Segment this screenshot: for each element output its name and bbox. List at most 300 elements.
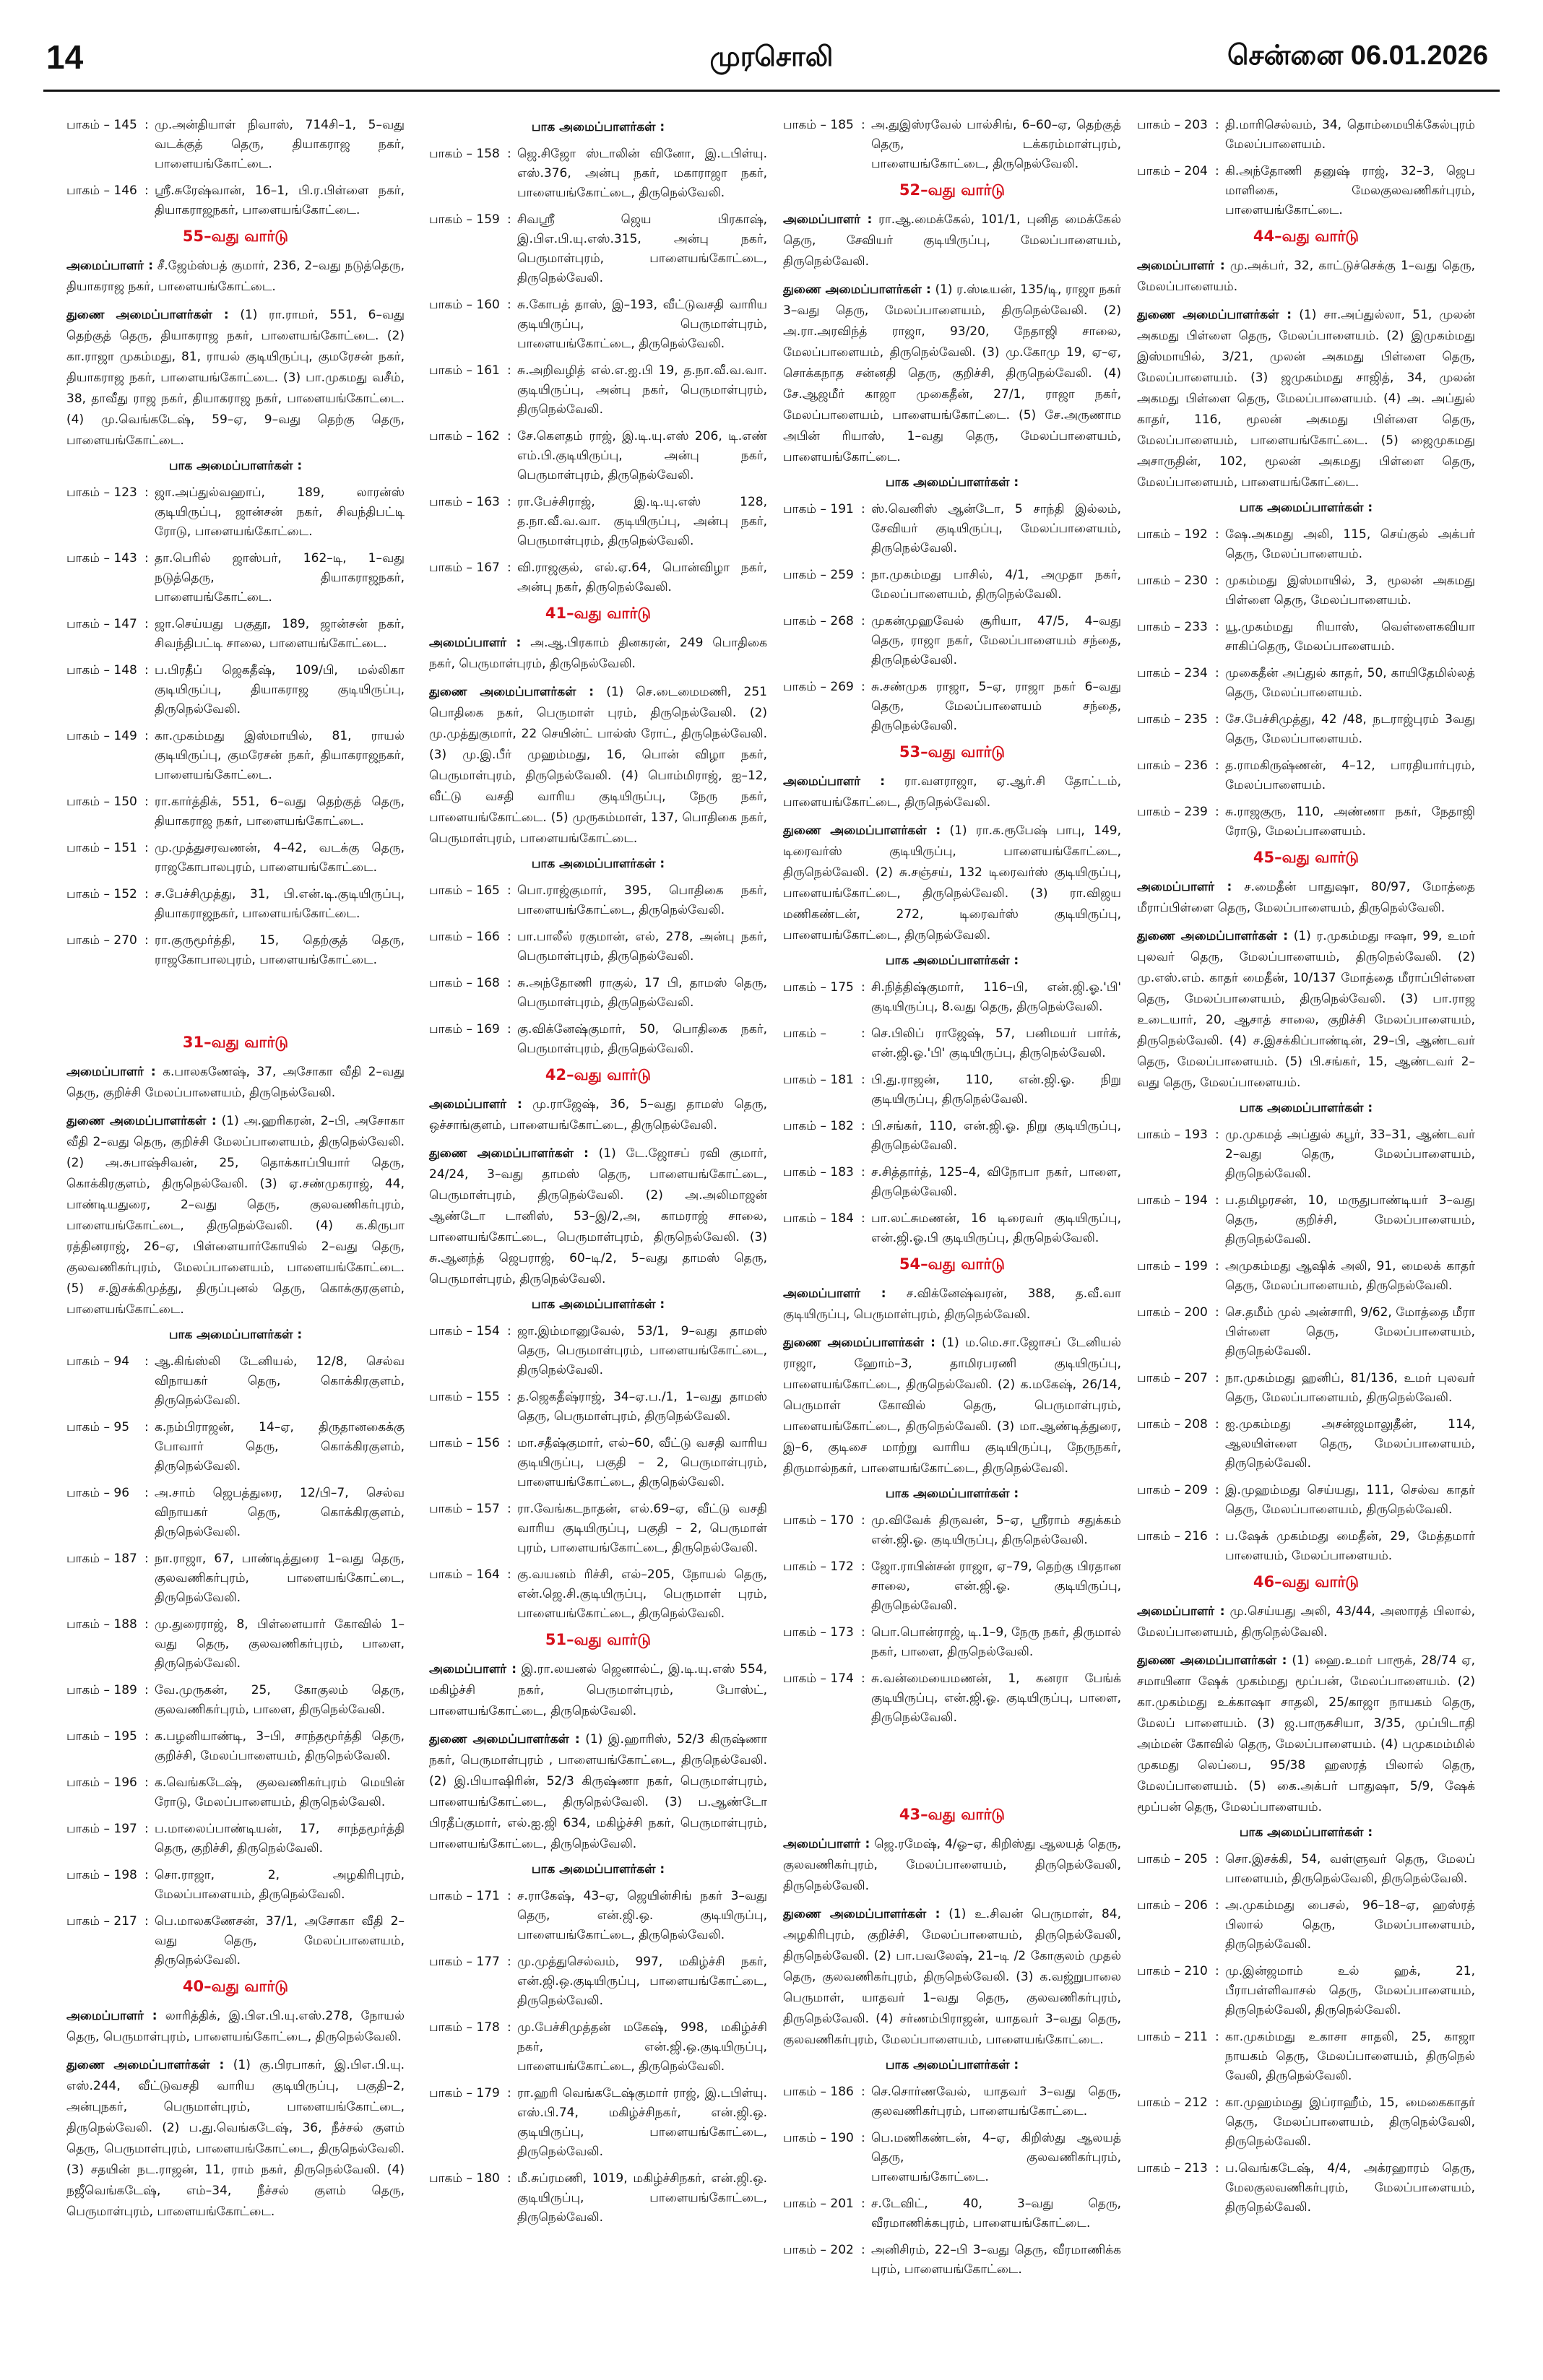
organizer-paragraph [429, 1094, 767, 1136]
booth-organizer-address: செ.சொர்ணவேல், யாதவர் 3–வது தெரு, குலவணிகர்புரம், பாளையங்கோட்டை. [871, 2085, 1121, 2119]
organizer-paragraph [783, 821, 1121, 946]
separator-colon: : [1215, 758, 1219, 773]
separator-colon: : [861, 2085, 865, 2099]
organizer-paragraph [66, 1062, 405, 1104]
booth-organizer-address: ரா.கார்த்திக், 551, 6–வது தெற்குத் தெரு, தியாகராஜ நகர், பாளையங்கோட்டை. [155, 795, 405, 828]
organizer-details: ஜெ.ரமேஷ், 4/ஓ–ஏ, கிறிஸ்து ஆலயத் தெரு, குலவணிகர்புரம், மேலப்பாளையம், திருநெல்வேலி, திருநெல்வேலி. [783, 1837, 1121, 1893]
booth-entry [1137, 571, 1475, 610]
separator-colon: : [144, 663, 149, 678]
column-2 [429, 116, 767, 2235]
booth-organizer-address: சே.கௌதம் ராஜ், இ.டி.யு.எஸ் 206, டி.எண் எம்.பி.குடியிருப்பு, அன்பு நகர், பெருமாள்புரம், திருநெல்வேலி. [517, 429, 767, 483]
booth-organizer-address: க.பழனியாண்டி, 3–பி, சாந்தமூர்த்தி தெரு, குறிச்சி, மேலப்பாளையம், திருநெல்வேலி. [155, 1729, 405, 1763]
organizer-paragraph [1137, 1650, 1475, 1818]
booth-number: பாகம் – 194 [1137, 1193, 1208, 1208]
separator-colon: : [1215, 1193, 1219, 1208]
separator-colon: : [1215, 2030, 1219, 2044]
separator-colon: : [507, 1955, 511, 1969]
booth-organizer-address: சிவஸ்ரீ ஜெய பிரகாஷ், இ.பிஎ.பி.யு.எஸ்.315, அன்பு நகர், பெருமாள்புரம், பாளையங்கோட்டை, திருநெல்வேலி. [517, 212, 767, 285]
booth-entry [66, 1727, 405, 1766]
separator-colon: : [144, 1552, 149, 1566]
booth-number: பாகம் – 161 [429, 363, 500, 378]
booth-entry [66, 1681, 405, 1720]
booth-number: பாகம் – 180 [429, 2171, 500, 2186]
booth-entry [429, 2018, 767, 2077]
booth-number: பாகம் – 185 [783, 118, 854, 132]
organizer-details: (1) ரா.ராமர், 551, 6–வது தெற்குத் தெரு, தியாகராஜ நகர், பாளையங்கோட்டை. (2) கா.ராஜா முகம்மது, 81, ராயல் குடியிருப்பு, குமரேசன் நகர், தியாகராஜ நகர், பாளையங்கோட்டை. (3) பா.முகமது வசீம், 38, தாவீது ராஜ நகர், தியாகராஜ நகர், பாளையங்கோட்டை. (4) மு.வெங்கடேஷ், 59–ஏ, 9–வது தெற்கு தெரு, பாளையங்கோட்டை. [66, 308, 405, 448]
role-label: அமைப்பாளர் : [429, 1097, 522, 1112]
booth-organizer-address: சு.அந்தோணி ராகுல், 17 பி, தாமஸ் தெரு, பெருமாள்புரம், திருநெல்வேலி. [517, 976, 767, 1010]
ward-heading: 44–வது வார்டு [1253, 228, 1360, 245]
organizer-details: (1) ஹை.உமர் பாரூக், 28/74 ஏ, சமாயினா ஷேக் முகம்மது மூப்பன், மேலப்பாளையம். (2) கா.முகம்மது உக்காஷா சாதலி, 25/காஜா நாயகம் தெரு, மேலப் பாளையம். (3) ஜ.பாருகசியா, 3/35, முப்பிடாதி அம்மன் கோவில் தெரு, மேலப்பாளையம். (4) பமுகமம்மில் முகமது லெப்பை, 95/38 ஹஸரத் பிலால் தெரு, மேலப்பாளையம். (5) கை.அக்பர் பாதுஷா, 5/9, ஷேக் மூப்பன் தெரு, மேலப்பாளையம். [1137, 1653, 1475, 1814]
booth-organizer-address: ஐ.முகம்மது அசன்ஜமாலுதீன், 114, ஆலயிள்ளை தெரு, மேலப்பாளையம், திருநெல்வேலி. [1225, 1417, 1475, 1471]
booth-organizer-address: நா.முகம்மது ஹனிப், 81/136, உமர் புலவர் தெரு, மேலப்பாளையம், திருநெல்வேலி. [1225, 1371, 1475, 1405]
booth-number: பாகம் – 156 [429, 1436, 500, 1450]
booth-organizer-address: வி.ராஜகுல், எல்.ஏ.64, பொன்விழா நகர், அன்பு நகர், திருநெல்வேலி. [517, 561, 767, 594]
booth-organizer-address: பா.பாலீல் ரகுமான், எல், 278, அன்பு நகர், பெருமாள்புரம், திருநெல்வேலி. [517, 930, 767, 964]
booth-entry [66, 1352, 405, 1411]
booth-number: பாகம் – 170 [783, 1513, 854, 1528]
booth-organizer-address: மு.முத்துசெல்வம், 997, மகிழ்ச்சி நகர், என்.ஜி.ஒ.குடியிருப்பு, பாளையங்கோட்டை, திருநெல்வேலி. [517, 1955, 767, 2008]
separator-colon: : [144, 1775, 149, 1790]
booth-number: பாகம் – 199 [1137, 1259, 1208, 1273]
organizer-details: (1) உ.சிவன் பெருமாள், 84, அழகிரிபுரம், குறிச்சி, மேலப்பாளையம், திருநெல்வேலி, திருநெல்வேலி. (2) பா.பவலேஷ், 21–டி /2 கோகுலம் முதல் தெரு, குலவணிகர்புரம், திருநெல்வேலி. (3) க.வஜ்றுபாலை பெருமாள், யாதவர் 1–வது தெரு, குலவணிகர்புரம், திருநெல்வேலி. (4) சர்ணம்பிராஜன், யாதவர் 3–வது தெரு, குலவணிகர்புரம், மேலப்பாளையம், பாளையங்கோட்டை. [783, 1907, 1121, 2047]
separator-colon: : [144, 933, 149, 948]
organizer-paragraph [1137, 926, 1475, 1094]
organizer-paragraph [429, 1143, 767, 1290]
separator-colon: : [507, 1022, 511, 1037]
booth-entry [783, 1511, 1121, 1550]
organizer-details: (1) சா.அப்துல்லா, 51, முலன் அகமது பிள்ளை தெரு, மேலப்பாளையம். (2) இமுகம்மது இஸ்மாயில், 3/21, முலன் அகமது பிள்ளை தெரு, மேலப்பாளையம். (3) ஜமுகம்மது சாஜித், 34, முலன் அகமது பிள்ளை தெரு, மேலப்பாளையம். (4) அ. அப்துல் காதர், 116, மூலன் அகமது பிள்ளை தெரு, மேலப்பாளையம், பாளையங்கோட்டை. (5) ஜைமுகமது அசாருதின், 102, மூலன் அகமது பிள்ளை தெரு, மேலப்பாளையம், பாளையங்கோட்டை. [1137, 308, 1475, 490]
separator-colon: : [507, 883, 511, 898]
booth-entry [783, 1669, 1121, 1728]
masthead [0, 0, 1543, 108]
booth-organizer-address: பா.லட்சுமணன், 16 டிரைவர் குடியிருப்பு, என்.ஜி.ஓ.பி குடியிருப்பு, திருநெல்வேலி. [871, 1211, 1121, 1245]
booth-entry [429, 1887, 767, 1945]
booth-organizer-address: பெ.மணிகண்டன், 4–ஏ, கிறிஸ்து ஆலயத் தெரு, குலவணிகர்புரம், பாளையங்கோட்டை. [871, 2131, 1121, 2184]
separator-colon: : [1215, 2161, 1219, 2176]
booth-organizer-address: ஆ.கிங்ஸ்லி டேனியல், 12/8, செல்வ விநாயகர் தெரு, கொக்கிரகுளம், திருநெல்வேலி. [155, 1354, 405, 1408]
booth-entry [66, 1773, 405, 1812]
separator-colon: : [1215, 164, 1219, 178]
booth-organizer-address: ஸ்ரீ.சுரேஷ்வான், 16–1, பி.ர.பிள்ளை நகர், தியாகராஜநகர், பாளையங்கோட்டை. [155, 183, 405, 217]
separator-colon: : [507, 930, 511, 944]
booth-organizer-address: ஜா.செய்யது பகுதூ, 189, ஜான்சன் நகர், சிவந்திபட்டி சாலை, பாளையங்கோட்டை. [155, 617, 405, 651]
separator-colon: : [144, 1822, 149, 1836]
booth-number: பாகம் – 174 [783, 1671, 854, 1686]
separator-colon: : [144, 485, 149, 500]
booth-number: பாகம் – 270 [66, 933, 137, 948]
separator-colon: : [507, 212, 511, 227]
booth-entry [783, 978, 1121, 1017]
section-subheading: பாக அமைப்பாளர்கள் : [885, 2058, 1019, 2072]
ward-heading: 40–வது வார்டு [182, 1978, 289, 1995]
separator-colon: : [1215, 118, 1219, 132]
booth-organizer-address: முகன்முஹவேல் சூரியா, 47/5, 4–வது தெரு, ராஜா நகர், மேலப்பாளையம் சந்தை, திருநெல்வேலி. [871, 614, 1121, 667]
separator-colon: : [861, 1119, 865, 1133]
booth-number: பாகம் – 155 [429, 1390, 500, 1404]
booth-number: பாகம் – 164 [429, 1567, 500, 1582]
section-subheading: பாக அமைப்பாளர்கள் : [531, 120, 665, 134]
booth-entry [66, 181, 405, 220]
booth-organizer-address: ஜெ.சிஜோ ஸ்டாலின் வினோ, இ.டபிள்யு. எஸ்.376, அன்பு நகர், மகாராஜா நகர், பாளையங்கோட்டை, திருநெல்வேலி. [517, 147, 767, 200]
booth-entry [429, 558, 767, 597]
booth-organizer-address: கு.வயனம் ரிச்சி, எல்–205, நோயல் தெரு, என்.ஜெ.சி.குடியிருப்பு, பெருமாள் புரம், பாளையங்கோட்டை, திருநெல்வேலி. [517, 1567, 767, 1621]
separator-colon: : [1215, 1852, 1219, 1866]
booth-number: பாகம் – 217 [66, 1914, 137, 1929]
booth-number: பாகம் – 196 [66, 1775, 137, 1790]
booth-entry [66, 1418, 405, 1476]
booth-number: பாகம் – 206 [1137, 1898, 1208, 1913]
role-label: துணை அமைப்பாளர்கள் : [66, 1114, 217, 1128]
role-label: துணை அமைப்பாளர்கள் : [1137, 308, 1292, 322]
role-label: துணை அமைப்பாளர்கள் : [66, 2058, 225, 2072]
booth-number: பாகம் – 145 [66, 118, 137, 132]
organizer-paragraph [1137, 305, 1475, 493]
booth-entry [66, 1484, 405, 1542]
separator-colon: : [144, 729, 149, 743]
booth-organizer-address: நா.முகம்மது பாசில், 4/1, அமுதா நகர், மேலப்பாளையம், திருநெல்வேலி. [871, 568, 1121, 602]
booth-entry [1137, 802, 1475, 841]
booth-number: பாகம் – 175 [783, 980, 854, 995]
booth-entry [429, 1388, 767, 1427]
booth-number: பாகம் – 211 [1137, 2030, 1208, 2044]
booth-number: பாகம் – 230 [1137, 574, 1208, 588]
booth-entry [66, 1866, 405, 1905]
organizer-paragraph [1137, 877, 1475, 919]
booth-entry [1137, 1257, 1475, 1296]
booth-number: பாகம் – 157 [429, 1502, 500, 1516]
section-subheading: பாக அமைப்பாளர்கள் : [531, 1862, 665, 1877]
role-label: துணை அமைப்பாளர்கள் : [1137, 1653, 1287, 1668]
separator-colon: : [861, 1165, 865, 1180]
booth-organizer-address: ஜா.இம்மானுவேல், 53/1, 9–வது தாமஸ் தெரு, பெருமாள்புரம், பாளையங்கோட்டை, திருநெல்வேலி. [517, 1324, 767, 1377]
booth-entry [66, 549, 405, 607]
booth-organizer-address: செ.பிலிப் ராஜேஷ், 57, பனிமயர் பார்க், என்.ஜி.ஓ.'பி' குடியிருப்பு, திருநெல்வேலி. [871, 1026, 1121, 1060]
booth-number: பாகம் – 165 [429, 883, 500, 898]
separator-colon: : [507, 2171, 511, 2186]
separator-colon: : [861, 1211, 865, 1226]
booth-number: பாகம் – 209 [1137, 1483, 1208, 1497]
booth-organizer-address: ச.சித்தார்த், 125–4, விநோபா நகர், பாளை, திருநெல்வேலி. [871, 1165, 1121, 1199]
booth-entry [66, 839, 405, 878]
role-label: அமைப்பாளர் : [1137, 259, 1225, 273]
booth-number: பாகம் – 202 [783, 2243, 854, 2257]
booth-organizer-address: செ.தமீம் முல் அன்சாரி, 9/62, மோத்தை மீரா பிள்ளை தெரு, மேலப்பாளையம், திருநெல்வேலி. [1225, 1305, 1475, 1359]
booth-organizer-address: வே.முருகன், 25, கோகுலம் தெரு, குலவணிகர்புரம், பாளை, திருநெல்வேலி. [155, 1683, 405, 1717]
separator-colon: : [507, 1567, 511, 1582]
separator-colon: : [861, 680, 865, 694]
role-label: அமைப்பாளர் : [783, 212, 873, 227]
separator-colon: : [861, 502, 865, 516]
booth-number: பாகம் – 210 [1137, 1964, 1208, 1978]
booth-organizer-address: பொ.பொன்ராஜ், டி.1–9, நேரு நகர், திருமால் நகர், பாளை, திருநெல்வேலி. [871, 1625, 1121, 1659]
booth-organizer-address: த.ராமகிருஷ்ணன், 4–12, பாரதியார்புரம், மேலப்பாளையம். [1225, 758, 1475, 792]
booth-number: பாகம் – 186 [783, 2085, 854, 2099]
separator-colon: : [861, 2197, 865, 2211]
booth-number: பாகம் – 147 [66, 617, 137, 631]
organizer-paragraph [429, 682, 767, 849]
booth-entry [429, 2084, 767, 2162]
separator-colon: : [861, 118, 865, 132]
booth-organizer-address: மு.இன்ஜமாம் உல் ஹக், 21, பீராபள்ளிவாசல் தெரு, மேலப்பாளையம், திருநெல்வேலி, திருநெல்வேலி. [1225, 1964, 1475, 2017]
organizer-details: (1) செ.டைமைமணி, 251 பொதிகை நகர், பெருமாள் புரம், திருநெல்வேலி. (2) மு.முத்துகுமார், 22 செயின்ட் பால்ஸ் ரோட், திருநெல்வேலி. (3) மு.இ.பீர் முஹம்மது, 16, பொன் விழா நகர், பெருமாள்புரம், திருநெல்வேலி. (4) பொம்மிராஜ், ஐ–12, வீட்டு வசதி வாரிய குடியிருப்பு, நேரு நகர், பாளையங்கோட்டை. (5) முருகம்மாள், 137, பொதிகை நகர், பெருமாள்புரம், பாளையங்கோட்டை. [429, 685, 767, 846]
booth-number: பாகம் – 173 [783, 1625, 854, 1640]
separator-colon: : [861, 1671, 865, 1686]
separator-colon: : [507, 363, 511, 378]
booth-number: பாகம் – 178 [429, 2020, 500, 2035]
booth-entry [429, 361, 767, 420]
booth-number: பாகம் – 192 [1137, 527, 1208, 542]
booth-organizer-address: பி.சங்கர், 110, என்.ஜி.ஓ. நிறு குடியிருப்பு, திருநெல்வேலி. [871, 1119, 1121, 1153]
booth-organizer-address: ச.டேவிட், 40, 3–வது தெரு, வீரமாணிக்கபுரம், பாளையங்கோட்டை. [871, 2197, 1121, 2230]
booth-entry [66, 885, 405, 924]
role-label: அமைப்பாளர் : [429, 1662, 517, 1676]
ward-heading: 53–வது வார்டு [899, 743, 1006, 761]
booth-organizer-address: நா.ராஜா, 67, பாண்டித்துரை 1–வது தெரு, குலவணிகர்புரம், பாளையங்கோட்டை, திருநெல்வேலி. [155, 1552, 405, 1605]
booth-entry [1137, 664, 1475, 703]
separator-colon: : [861, 1559, 865, 1574]
booth-entry [1137, 2093, 1475, 2152]
page-number: 14 [46, 38, 84, 76]
booth-organizer-address: அ.துஇஸ்ரவேல் பால்சிங், 6–60–ஏ, தெற்குத் தெரு, டக்கரம்மாள்புரம், பாளையங்கோட்டை, திருநெல்வேலி. [871, 118, 1121, 171]
booth-entry [1137, 756, 1475, 795]
booth-entry [783, 1070, 1121, 1109]
separator-colon: : [507, 1502, 511, 1516]
booth-entry [783, 1209, 1121, 1248]
role-label: அமைப்பாளர் : [429, 636, 522, 650]
booth-entry [66, 661, 405, 719]
separator-colon: : [861, 1513, 865, 1528]
booth-number: பாகம் – 95 [66, 1420, 130, 1435]
organizer-paragraph [783, 771, 1121, 813]
booth-organizer-address: ரா.வேங்கடநாதன், எல்.69–ஏ, வீட்டு வசதி வாரிய குடியிருப்பு, பகுதி – 2, பெருமாள் புரம், பாளையங்கோட்டை, திருநெல்வேலி. [517, 1502, 767, 1555]
separator-colon: : [861, 1073, 865, 1087]
booth-number: பாகம் – 198 [66, 1868, 137, 1882]
booth-number: பாகம் – 172 [783, 1559, 854, 1574]
booth-entry [783, 2194, 1121, 2233]
booth-entry [1137, 162, 1475, 220]
organizer-details: (1) டே.ஜோசப் ரவி குமார், 24/24, 3–வது தாமஸ் தெரு, பாளையங்கோட்டை, பெருமாள்புரம், திருநெல்வேலி. (2) அ.அலிமாஜன் ஆண்டோ டானிஸ், 53–இ/2,அ, காமராஜ் சாலை, பாளையங்கோட்டை, பெருமாள்புரம், திருநெல்வேலி. (3) சு.ஆனந்த் ஜெபராஜ், 60–டி/2, 5–வது தாமஸ் தெரு, பெருமாள்புரம், திருநெல்வேலி. [429, 1146, 767, 1286]
booth-organizer-address: சொ.இசக்கி, 54, வள்ளுவர் தெரு, மேலப் பாளையம், திருநெல்வேலி, திருநெல்வேலி. [1225, 1852, 1475, 1886]
separator-colon: : [144, 1914, 149, 1929]
booth-organizer-address: பெ.மாலகணேசன், 37/1, அசோகா வீதி 2–வது தெரு, மேலப்பாளையம், திருநெல்வேலி. [155, 1914, 405, 1968]
ward-heading: 54–வது வார்டு [899, 1255, 1006, 1273]
booth-organizer-address: சு.வன்மையைமணன், 1, கனரா பேங்க் குடியிருப்பு, என்.ஜி.ஓ. குடியிருப்பு, பாளை, திருநெல்வேலி. [871, 1671, 1121, 1725]
booth-entry [66, 792, 405, 831]
booth-entry [429, 1952, 767, 2011]
booth-number: பாகம் – 168 [429, 976, 500, 990]
booth-entry [1137, 1415, 1475, 1474]
role-label: துணை அமைப்பாளர்கள் : [429, 1732, 580, 1747]
booth-entry [1137, 1896, 1475, 1955]
booth-number: பாகம் – 163 [429, 495, 500, 509]
booth-number: பாகம் – 208 [1137, 1417, 1208, 1432]
booth-number: பாகம் – 96 [66, 1486, 130, 1500]
booth-organizer-address: ச.பேச்சிமுத்து, 31, பி.என்.டி.குடியிருப்பு, தியாகராஜநகர், பாளையங்கோட்டை. [155, 887, 405, 921]
booth-entry [429, 1500, 767, 1558]
booth-organizer-address: பொ.ராஜ்குமார், 395, பொதிகை நகர், பாளையங்கோட்டை, திருநெல்வேலி. [517, 883, 767, 917]
booth-number: பாகம் – 123 [66, 485, 137, 500]
booth-organizer-address: ஸ்.வெனிஸ் ஆன்டோ, 5 சாந்தி இல்லம், சேவியர் குடியிருப்பு, மேலப்பாளையம், திருநெல்வேலி. [871, 502, 1121, 555]
column-gap [783, 1735, 1121, 1800]
separator-colon: : [507, 1324, 511, 1338]
booth-organizer-address: மு.பேச்சிமுத்தன் மகேஷ், 998, மகிழ்ச்சி நகர், என்.ஜி.ஒ.குடியிருப்பு, பாளையங்கோட்டை, திருநெல்வேலி. [517, 2020, 767, 2074]
booth-number: பாகம் – 234 [1137, 666, 1208, 680]
role-label: அமைப்பாளர் : [783, 774, 886, 789]
separator-colon: : [1215, 1371, 1219, 1385]
booth-number: பாகம் – 187 [66, 1552, 137, 1566]
booth-number: பாகம் – 233 [1137, 620, 1208, 634]
booth-organizer-address: ரா.குருமூர்த்தி, 15, தெற்குத் தெரு, ராஜகோபாலபுரம், பாளையங்கோட்டை. [155, 933, 405, 967]
booth-number: பாகம் – 197 [66, 1822, 137, 1836]
booth-organizer-address: அமுகம்மது ஆஷிக் அலி, 91, மைலக் காதர் தெரு, மேலப்பாளையம், திருநெல்வேலி. [1225, 1259, 1475, 1293]
booth-entry [66, 1912, 405, 1970]
booth-number: பாகம் – 213 [1137, 2161, 1208, 2176]
booth-number: பாகம் – 236 [1137, 758, 1208, 773]
booth-entry [783, 1117, 1121, 1156]
separator-colon: : [1215, 527, 1219, 542]
role-label: அமைப்பாளர் : [1137, 1604, 1225, 1619]
role-label: துணை அமைப்பாளர்கள் : [429, 685, 595, 699]
separator-colon: : [861, 614, 865, 628]
organizer-details: ரா.வளராஜா, ஏ.ஆர்.சி தோட்டம், பாளையங்கோட்டை, திருநெல்வேலி. [783, 774, 1121, 810]
separator-colon: : [1215, 1259, 1219, 1273]
separator-colon: : [1215, 1483, 1219, 1497]
booth-entry [783, 612, 1121, 670]
separator-colon: : [1215, 1898, 1219, 1913]
booth-organizer-address: ப.வெங்கடேஷ், 4/4, அக்ரஹாரம் தெரு, மேலகுலவணிகர்புரம், மேலப்பாளையம், திருநெல்வேலி. [1225, 2161, 1475, 2215]
column-1 [66, 116, 405, 2230]
booth-number: பாகம் – 207 [1137, 1371, 1208, 1385]
organizer-details: ச.விக்னேஷ்வரன், 388, த.வீ.வா குடியிருப்பு, பெருமாள்புரம், திருநெல்வேலி. [783, 1286, 1121, 1322]
booth-number: பாகம் – 160 [429, 298, 500, 312]
booth-number: பாகம் – 190 [783, 2131, 854, 2145]
separator-colon: : [1215, 2095, 1219, 2110]
organizer-details: லாரித்திக், இ.பிஎ.பி.யு.எஸ்.278, நோயல் தெரு, பெருமாள்புரம், பாளையங்கோட்டை, திருநெல்வேலி. [66, 2009, 405, 2044]
booth-number: பாகம் – 239 [1137, 805, 1208, 819]
booth-number: பாகம் – 259 [783, 568, 854, 582]
separator-colon: : [861, 2131, 865, 2145]
booth-entry [783, 2241, 1121, 2280]
booth-entry [429, 1434, 767, 1492]
booth-number: பாகம் – 151 [66, 841, 137, 855]
booth-organizer-address: மு.துரைராஜ், 8, பிள்ளையார் கோவில் 1–வது தெரு, குலவணிகர்புரம், பாளை, திருநெல்வேலி. [155, 1617, 405, 1671]
booth-organizer-address: ச.ராகேஷ், 43–ஏ, ஜெயின்சிங் நகர் 3–வது தெரு, என்.ஜி.ஒ. குடியிருப்பு, பாளையங்கோட்டை, திருநெல்வேலி. [517, 1889, 767, 1942]
separator-colon: : [861, 1625, 865, 1640]
organizer-details: ச.மைதீன் பாதுஷா, 80/97, மோத்தை மீராப்பிள்ளை தெரு, மேலப்பாளையம், திருநெல்வேலி. [1137, 880, 1475, 915]
booth-organizer-address: சு.அறிவழித் எல்.எ.ஐ.பி 19, த.நா.வீ.வ.வா. குடியிருப்பு, அன்பு நகர், பெருமாள்புரம், திருநெல்வேலி. [517, 363, 767, 417]
booth-number: பாகம் – 182 [783, 1119, 854, 1133]
ward-heading: 55–வது வார்டு [182, 228, 289, 245]
booth-organizer-address: மு.அன்தியாள் நிவாஸ், 714சி–1, 5–வது வடக்குத் தெரு, தியாகராஜ நகர், பாளையங்கோட்டை. [155, 118, 405, 171]
organizer-details: (1) ர.ஸ்டீயன், 135/டி, ராஜா நகர் 3–வது தெரு, மேலப்பாளையம், திருநெல்வேலி. (2) அ.ரா.அரவிந்த் ராஜா, 93/20, நேதாஜி சாலை, மேலப்பாளையம், திருநெல்வேலி. (3) மு.கோமு 19, ஏ–ஏ, சொக்கநாத சன்னதி தெரு, குறிச்சி, திருநெல்வேலி. (4) சே.ஆஜமீர் காஜா முகைதீன், 27/1, ராஜா நகர், மேலப்பாளையம், பாளையங்கோட்டை. (5) சே.அருணாம அபின் ரியாஸ், 1–வது தெரு, மேலப்பாளையம், பாளையங்கோட்டை. [783, 282, 1121, 464]
booth-organizer-address: அ.சாம் ஜெபத்துரை, 12/பி–7, செல்வ விநாயகர் தெரு, கொக்கிரகுளம், திருநெல்வேலி. [155, 1486, 405, 1539]
separator-colon: : [144, 1486, 149, 1500]
dateline: சென்னை 06.01.2026 [1227, 40, 1488, 71]
booth-entry [1137, 1191, 1475, 1250]
separator-colon: : [144, 183, 149, 198]
column-gap [66, 977, 405, 1028]
booth-entry [1137, 710, 1475, 749]
organizer-details: (1) அ.ஹரிகரன், 2–பி, அசோகா வீதி 2–வது தெரு, குறிச்சி மேலப்பாளையம், திருநெல்வேலி. (2) அ.சுபாஷ்சிவன், 25, தொக்காப்பியார் தெரு, கொக்கிரகுளம், திருநெல்வேலி. (3) ஏ.சண்முகராஜ், 44, பாண்டியதுரை, 2–வது தெரு, குலவணிகர்புரம், பாளையங்கோட்டை, திருநெல்வேலி. (4) க.கிருபா ரத்தினராஜ், 26–ஏ, பிள்ளையார்கோயில் 2–வது தெரு, குலவணிகர்புரம், மேலப்பாளையம், பாளையங்கோட்டை. (5) ச.இசக்கிமுத்து, திருப்புனல் தெரு, கொக்குரகுளம், பாளையங்கோட்டை. [66, 1114, 405, 1317]
organizer-paragraph [783, 1284, 1121, 1325]
ward-heading: 41–வது வார்டு [545, 605, 652, 622]
separator-colon: : [144, 887, 149, 901]
booth-organizer-address: மா.சதீஷ்குமார், எல்–60, வீட்டு வசதி வாரிய குடியிருப்பு, பகுதி – 2, பெருமாள்புரம், பாளையங்கோட்டை, திருநெல்வேலி. [517, 1436, 767, 1489]
header-rule [43, 90, 1500, 92]
booth-entry [66, 615, 405, 654]
separator-colon: : [507, 561, 511, 575]
section-subheading: பாக அமைப்பாளர்கள் : [168, 1328, 303, 1342]
booth-entry [429, 1322, 767, 1380]
separator-colon: : [144, 1868, 149, 1882]
booth-entry [1137, 1527, 1475, 1566]
separator-colon: : [144, 1683, 149, 1697]
organizer-paragraph [1137, 1601, 1475, 1643]
organizer-paragraph [783, 1333, 1121, 1479]
booth-entry [66, 931, 405, 970]
booth-organizer-address: ஜா.அப்துல்வஹாப், 189, லாரன்ஸ் குடியிருப்பு, ஜான்சன் நகர், சிவந்திபட்டி ரோடு, பாளையங்கோட்டை. [155, 485, 405, 539]
ward-heading: 43–வது வார்டு [899, 1806, 1006, 1823]
booth-number: பாகம் – [783, 1026, 826, 1041]
booth-number: பாகம் – 150 [66, 795, 137, 809]
organizer-paragraph [66, 1111, 405, 1320]
ward-heading: 31–வது வார்டு [182, 1034, 289, 1051]
booth-entry [66, 1615, 405, 1674]
booth-entry [1137, 1850, 1475, 1889]
role-label: துணை அமைப்பாளர்கள் : [783, 823, 941, 838]
separator-colon: : [1215, 805, 1219, 819]
newspaper-name: முரசொலி [709, 40, 834, 72]
separator-colon: : [1215, 712, 1219, 727]
booth-organizer-address: யூ.முகம்மது ரியாஸ், வெள்ளைகவியா சாகிப்தெரு, மேலப்பாளையம். [1225, 620, 1475, 654]
booth-entry [429, 974, 767, 1013]
role-label: துணை அமைப்பாளர்கள் : [783, 1336, 935, 1350]
booth-number: பாகம் – 235 [1137, 712, 1208, 727]
separator-colon: : [507, 976, 511, 990]
booth-organizer-address: கு.விக்னேஷ்குமார், 50, பொதிகை நகர், பெருமாள்புரம், திருநெல்வேலி. [517, 1022, 767, 1056]
role-label: அமைப்பாளர் : [783, 1837, 870, 1851]
booth-organizer-address: மு.முத்துசரவணன், 4–42, வடக்கு தெரு, ராஜகோபாலபுரம், பாளையங்கோட்டை. [155, 841, 405, 875]
booth-entry [429, 2169, 767, 2228]
booth-entry [1137, 1962, 1475, 2020]
organizer-details: மு.செய்யது அலி, 43/44, அஸாரத் பிலால், மேலப்பாளையம், திருநெல்வேலி. [1137, 1604, 1475, 1640]
organizer-paragraph [66, 2006, 405, 2048]
separator-colon: : [1215, 666, 1219, 680]
organizer-details: (1) ம.மெ.சா.ஜோசப் டேனியல் ராஜா, ஹோம்–3, தாமிரபரணி குடியிருப்பு, பாளையங்கோட்டை, திருநெல்வேலி. (2) க.மகேஷ், 26/14, பெருமாள் கோவில் தெரு, பெருமாள்புரம், பாளையங்கோட்டை, திருநெல்வேலி. (3) மா.ஆண்டித்துரை, இ–6, குடிசை மாற்று வாரிய குடியிருப்பு, நேருநகர், திருமால்நகர், பாளையங்கோட்டை, திருநெல்வேலி. [783, 1336, 1121, 1476]
booth-number: பாகம் – 94 [66, 1354, 130, 1369]
organizer-paragraph [66, 305, 405, 451]
role-label: அமைப்பாளர் : [66, 259, 154, 273]
section-subheading: பாக அமைப்பாளர்கள் : [885, 1487, 1019, 1501]
separator-colon: : [1215, 1529, 1219, 1544]
booth-organizer-address: சொ.ராஜா, 2, அழகிரிபுரம், மேலப்பாளையம், திருநெல்வேலி. [155, 1868, 405, 1902]
booth-organizer-address: தி.மாரிசெல்வம், 34, தொம்மையிக்கேல்புரம் மேலப்பாளையம். [1225, 118, 1475, 152]
booth-organizer-address: ஷே.அகமது அலி, 115, செய்குல் அக்பர் தெரு, மேலப்பாளையம். [1225, 527, 1475, 561]
booth-entry [429, 493, 767, 551]
booth-entry [1137, 2028, 1475, 2086]
booth-entry [783, 566, 1121, 605]
booth-organizer-address: கா.முகம்மது உகாசா சாதலி, 25, காஜா நாயகம் தெரு, மேலப்பாளையம், திருநெல் வேலி, திருநெல்வேலி. [1225, 2030, 1475, 2083]
separator-colon: : [1215, 574, 1219, 588]
booth-organizer-address: பி.து.ராஜன், 110, என்.ஜி.ஓ. நிறு குடியிருப்பு, திருநெல்வேலி. [871, 1073, 1121, 1107]
booth-organizer-address: சி.நித்திஷ்குமார், 116–பி, என்.ஜி.ஓ.'பி' குடியிருப்பு, 8.வது தெரு, திருநெல்வேலி. [871, 980, 1121, 1014]
section-subheading: பாக அமைப்பாளர்கள் : [885, 475, 1019, 490]
ward-heading: 42–வது வார்டு [545, 1066, 652, 1083]
section-subheading: பாக அமைப்பாளர்கள் : [1239, 1101, 1373, 1115]
booth-number: பாகம் – 177 [429, 1955, 500, 1969]
booth-organizer-address: ப.மாலைப்பாண்டியன், 17, சாந்தமூர்த்தி தெரு, குறிச்சி, திருநெல்வேலி. [155, 1822, 405, 1856]
